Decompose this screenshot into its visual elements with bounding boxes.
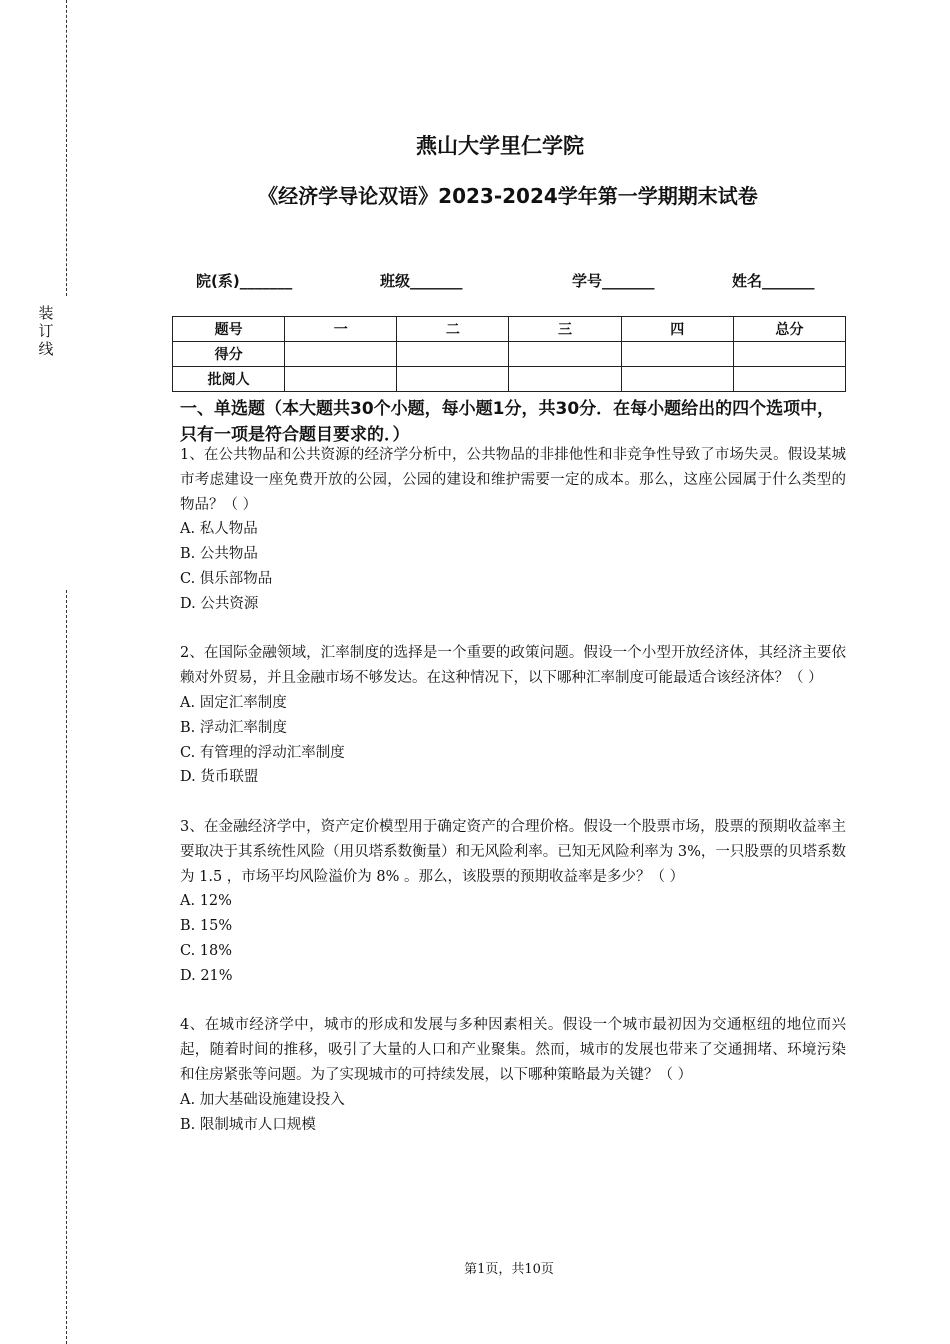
binding-char: 装 [38, 304, 54, 322]
question-option: C. 18% [180, 942, 233, 959]
grader-cell[interactable] [397, 367, 509, 392]
question-option: D. 公共资源 [180, 595, 259, 612]
binding-line-bottom [66, 590, 67, 1344]
name-field[interactable]: 姓名_______ [732, 272, 815, 290]
grader-cell[interactable] [733, 367, 845, 392]
score-table-header: 四 [621, 317, 733, 342]
question [180, 641, 846, 790]
class-field[interactable]: 班级_______ [380, 272, 463, 290]
score-table-header: 一 [285, 317, 397, 342]
score-row-label: 得分 [173, 342, 285, 367]
student-id-field[interactable]: 学号_______ [572, 272, 655, 290]
binding-label [37, 304, 55, 358]
score-cell[interactable] [733, 342, 845, 367]
question [180, 443, 846, 617]
question-option: D. 21% [180, 967, 233, 984]
question-option: A. 12% [180, 893, 232, 910]
question [180, 1013, 846, 1137]
score-table-header: 题号 [173, 317, 285, 342]
question-option: A. 加大基础设施建设投入 [180, 1091, 345, 1108]
question-spacer [180, 790, 846, 815]
question-option: C. 俱乐部物品 [180, 570, 273, 587]
department-field[interactable]: 院(系)_______ [196, 272, 293, 290]
question-option: C. 有管理的浮动汇率制度 [180, 744, 345, 761]
grader-cell[interactable] [621, 367, 733, 392]
score-row [173, 342, 846, 367]
score-table-header-row [173, 317, 846, 342]
score-table-header: 三 [509, 317, 621, 342]
question [180, 815, 846, 989]
school-title: 燕山大学里仁学院 [416, 134, 584, 158]
section-title: 一、单选题（本大题共30个小题，每小题1分，共30分．在每小题给出的四个选项中，只有一项是符合题目要求的．） [180, 399, 835, 445]
score-table-header: 二 [397, 317, 509, 342]
page-footer: 第1页，共10页 [464, 1262, 554, 1277]
score-cell[interactable] [509, 342, 621, 367]
grader-cell[interactable] [285, 367, 397, 392]
question-option: B. 公共物品 [180, 546, 258, 563]
grader-row-label: 批阅人 [173, 367, 285, 392]
question-list [180, 443, 846, 1137]
question-option: B. 15% [180, 918, 233, 935]
score-table [172, 316, 846, 392]
score-cell[interactable] [285, 342, 397, 367]
exam-title: 《经济学导论双语》2023-2024学年第一学期期末试卷 [258, 184, 758, 208]
question-stem: 2、在国际金融领域，汇率制度的选择是一个重要的政策问题。假设一个小型开放经济体，其经济主要依赖对外贸易，并且金融市场不够发达。在这种情况下，以下哪种汇率制度可能最适合该经济体？（ ） [180, 645, 846, 687]
score-cell[interactable] [397, 342, 509, 367]
question-stem: 3、在金融经济学中，资产定价模型用于确定资产的合理价格。假设一个股票市场，股票的预期收益率主要取决于其系统性风险（用贝塔系数衡量）和无风险利率。已知无风险利率为 3%，一只股票的贝塔系数为 1.5 ，市场平均风险溢价为 8% 。那么，该股票的预期收益率是多少？（ ） [180, 818, 846, 885]
question-stem: 4、在城市经济学中，城市的形成和发展与多种因素相关。假设一个城市最初因为交通枢纽的地位而兴起，随着时间的推移，吸引了大量的人口和产业聚集。然而，城市的发展也带来了交通拥堵、环境污染和住房紧张等问题。为了实现城市的可持续发展，以下哪种策略最为关键？（ ） [180, 1017, 846, 1083]
question-spacer [180, 617, 846, 642]
score-cell[interactable] [621, 342, 733, 367]
question-option: D. 货币联盟 [180, 769, 259, 786]
binding-char: 订 [38, 322, 54, 340]
question-spacer [180, 989, 846, 1014]
question-stem: 1、在公共物品和公共资源的经济学分析中，公共物品的非排他性和非竞争性导致了市场失灵。假设某城市考虑建设一座免费开放的公园，公园的建设和维护需要一定的成本。那么，这座公园属于什么类型的物品？（ ） [180, 447, 846, 513]
question-option: A. 固定汇率制度 [180, 694, 287, 711]
grader-cell[interactable] [509, 367, 621, 392]
grader-row [173, 367, 846, 392]
question-option: A. 私人物品 [180, 521, 258, 538]
binding-char: 线 [38, 340, 54, 358]
score-table-header: 总分 [733, 317, 845, 342]
question-option: B. 浮动汇率制度 [180, 719, 287, 736]
question-option: B. 限制城市人口规模 [180, 1116, 316, 1133]
